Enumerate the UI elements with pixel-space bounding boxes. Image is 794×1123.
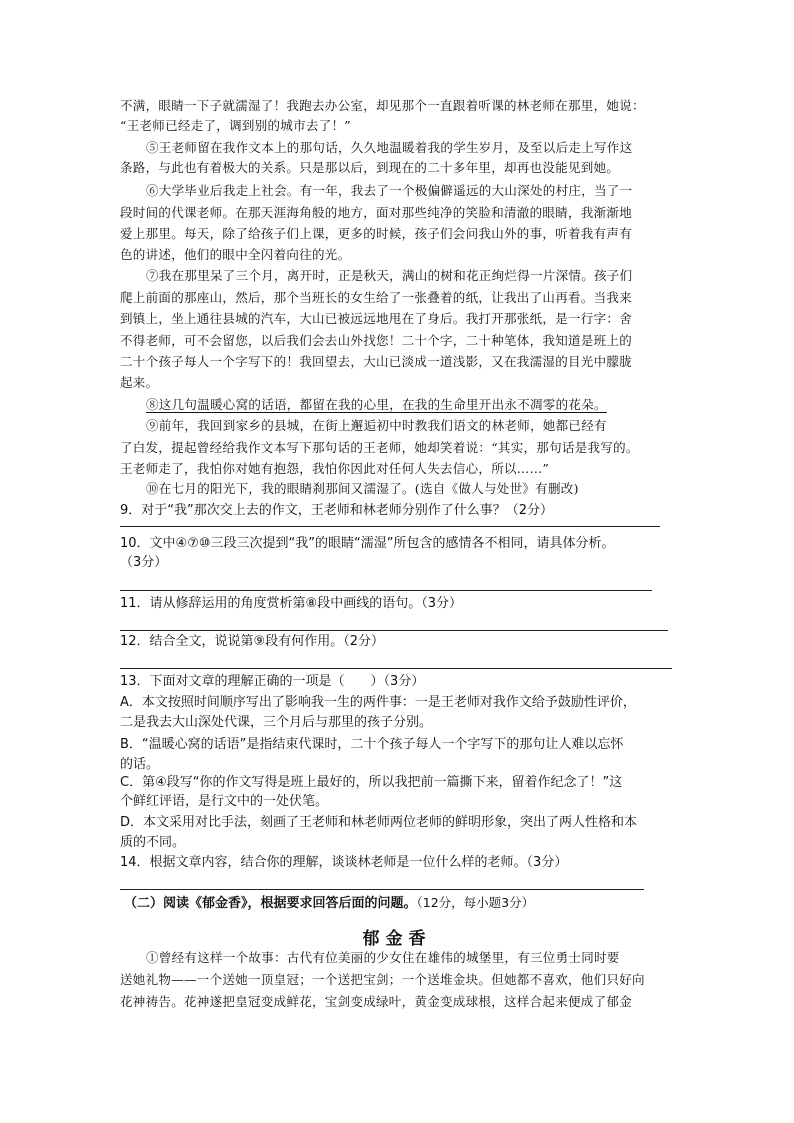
story-p7-line-1: ⑦我在那里呆了三个月，离开时，正是秋天，满山的树和花正绚烂得一片深情。孩子们 bbox=[146, 268, 633, 283]
story-p10: ⑩在七月的阳光下，我的眼睛刹那间又濡湿了。(选自《做人与处世》有删改) bbox=[146, 481, 579, 496]
question-13: 13．下面对文章的理解正确的一项是（ ）（3分） bbox=[120, 674, 425, 689]
question-13-option-c-line-2: 个鲜红评语，是行文中的一处伏笔。 bbox=[120, 794, 329, 809]
story-p9-line-1: ⑨前年，我回到家乡的县城，在街上邂逅初中时教我们语文的林老师，她都已经有 bbox=[146, 418, 607, 433]
answer-line-14[interactable] bbox=[120, 889, 644, 890]
question-13-option-b-line-2: 的话。 bbox=[120, 757, 160, 772]
question-11: 11．请从修辞运用的角度赏析第⑧段中画线的语句。（3分） bbox=[120, 596, 462, 611]
section-2-title: 郁金香 bbox=[362, 929, 432, 949]
story-p7-line-4: 不得老师，可不会留您，以后我们会去山外找您！二十个字，二十种笔体，我知道是班上的 bbox=[120, 333, 633, 348]
story-p4-line-2: “王老师已经走了，调到别的城市去了！” bbox=[120, 118, 351, 133]
story-p5-line-1: ⑤王老师留在我作文本上的那句话，久久地温暖着我的学生岁月，及至以后走上写作这 bbox=[146, 140, 633, 155]
section-2-p1-line-2: 送她礼物——一个送她一顶皇冠；一个送把宝剑；一个送堆金块。但她都不喜欢，他们只好向 bbox=[120, 972, 645, 987]
question-13-option-d-line-1: D．本文采用对比手法，刻画了王老师和林老师两位老师的鲜明形象，突出了两人性格和本 bbox=[120, 815, 638, 830]
story-p5-line-2: 条路，与此也有着极大的关系。只是那以后，到现在的二十多年里，却再也没能见到她。 bbox=[120, 160, 620, 175]
question-10-line-1: 10．文中④⑦⑩三段三次提到“我”的眼睛“濡湿”所包含的感情各不相同，请具体分析。 bbox=[120, 536, 615, 551]
section-2-heading bbox=[124, 895, 534, 912]
answer-line-12[interactable] bbox=[120, 668, 672, 669]
story-p6-line-2: 段时间的代课老师。在那天涯海角般的地方，面对那些纯净的笑脸和清澈的眼睛，我渐渐地 bbox=[120, 205, 633, 220]
story-p6-line-1: ⑥大学毕业后我走上社会。有一年，我去了一个极偏僻遥远的大山深处的村庄，当了一 bbox=[146, 183, 633, 198]
section-2-heading-bold: （二）阅读《郁金香》，根据要求回答后面的问题。 bbox=[124, 896, 417, 911]
story-p7-line-3: 到镇上，坐上通往县城的汽车，大山已被远远地甩在了身后。我打开那张纸，是一行字：舍 bbox=[120, 311, 633, 326]
question-13-option-d-line-2: 质的不同。 bbox=[120, 835, 186, 850]
answer-line-10[interactable] bbox=[120, 590, 652, 591]
story-p4-line-1: 不满，眼睛一下子就濡湿了！我跑去办公室，却见那个一直跟着听课的林老师在那里，她说： bbox=[120, 98, 645, 113]
story-p8-underlined: ⑧这几句温暖心窝的话语，都留在我的心里，在我的生命里开出永不凋零的花朵。 bbox=[146, 397, 607, 412]
section-2-heading-points: （12分，每小题3分） bbox=[416, 895, 535, 910]
question-13-option-a-line-1: A．本文按照时间顺序写出了影响我一生的两件事：一是王老师对我作文给予鼓励性评价， bbox=[120, 695, 636, 710]
story-p7-line-2: 爬上前面的那座山，然后，那个当班长的女生给了一张叠着的纸，让我出了山再看。当我来 bbox=[120, 290, 633, 305]
question-9: 9．对于“我”那次交上去的作文，王老师和林老师分别作了什么事？（2分） bbox=[120, 503, 554, 518]
question-13-option-a-line-2: 二是我去大山深处代课，三个月后与那里的孩子分别。 bbox=[120, 715, 433, 730]
answer-line-9[interactable] bbox=[120, 526, 660, 527]
story-p9-line-3: 王老师走了，我怕你对她有抱怨，我怕你因此对任何人失去信心，所以……” bbox=[120, 461, 550, 476]
story-p7-line-5: 二十个孩子每人一个字写下的！我回望去，大山已淡成一道浅影，又在我濡湿的目光中朦胧 bbox=[120, 354, 633, 369]
story-p7-line-6: 起来。 bbox=[120, 375, 159, 390]
question-13-option-c-line-1: C．第④段写“你的作文写得是班上最好的，所以我把前一篇撕下来，留着作纪念了！”这 bbox=[120, 775, 623, 790]
question-10-line-2: （3分） bbox=[120, 555, 168, 570]
question-12: 12．结合全文，说说第⑨段有何作用。（2分） bbox=[120, 634, 384, 649]
question-14: 14．根据文章内容，结合你的理解，谈谈林老师是一位什么样的老师。（3分） bbox=[120, 855, 568, 870]
story-p9-line-2: 了白发，提起曾经给我作文本写下那句话的王老师，她却笑着说：“其实，那句话是我写的。 bbox=[120, 440, 639, 455]
answer-line-11[interactable] bbox=[120, 630, 668, 631]
question-13-option-b-line-1: B．“温暖心窝的话语”是指结束代课时，二十个孩子每人一个字写下的那句让人难以忘怀 bbox=[120, 737, 624, 752]
story-p6-line-4: 色的讲述，他们的眼中全闪着向往的光。 bbox=[120, 247, 351, 262]
story-p6-line-3: 爱上那里。每天，除了给孩子们上课，更多的时候，孩子们会问我山外的事，听着我有声有 bbox=[120, 226, 633, 241]
section-2-p1-line-1: ①曾经有这样一个故事：古代有位美丽的少女住在雄伟的城堡里，有三位勇士同时要 bbox=[146, 950, 620, 965]
section-2-p1-line-3: 花神祷告。花神遂把皇冠变成鲜花，宝剑变成绿叶，黄金变成球根，这样合起来便成了郁金 bbox=[120, 994, 633, 1009]
